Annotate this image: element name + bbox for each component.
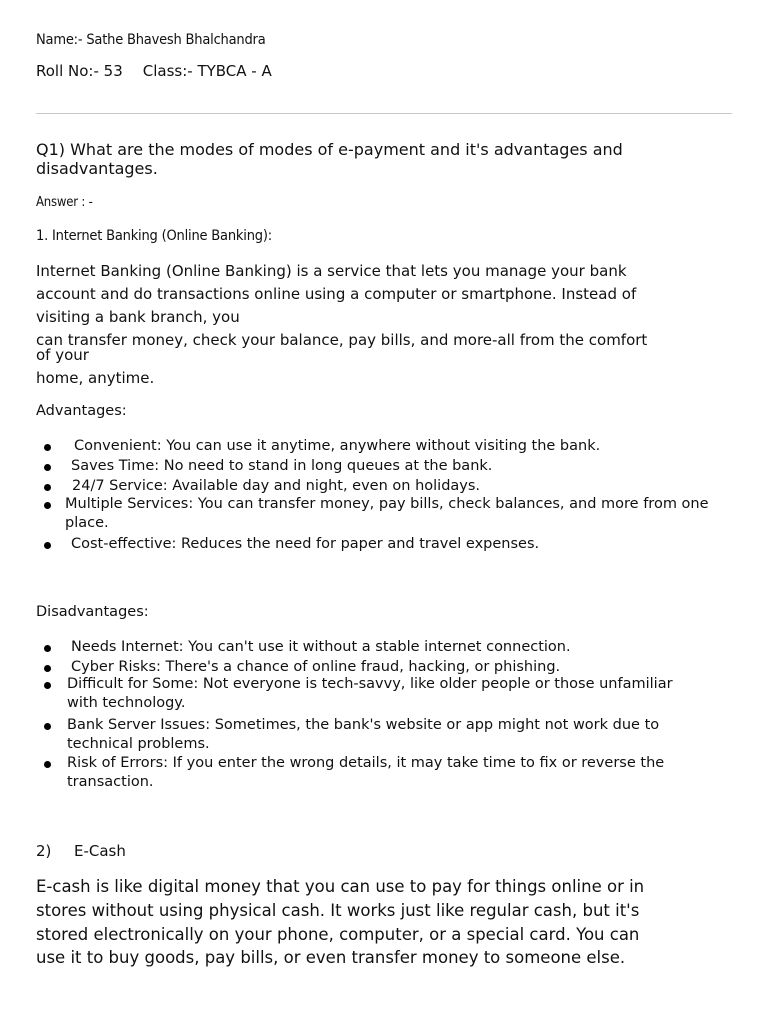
roll-class-row <box>36 62 272 80</box>
paragraph-line: of your <box>36 346 89 364</box>
paragraph-line: account and do transactions online using a computer or smartphone. Instead of <box>36 285 637 303</box>
bullet-icon <box>44 542 51 549</box>
bullet-icon <box>44 682 51 689</box>
paragraph-line: home, anytime. <box>36 369 155 387</box>
student-name: Name:- Sathe Bhavesh Bhalchandra <box>36 32 266 48</box>
bullet-icon <box>44 464 51 471</box>
bullet-icon <box>44 502 51 509</box>
paragraph-line: stores without using physical cash. It works just like regular cash, but it's <box>36 901 640 920</box>
class-label: Class:- TYBCA - A <box>142 62 272 80</box>
section-number: 2) <box>36 842 52 860</box>
bullet-icon <box>44 645 51 652</box>
advantages-label: Advantages: <box>36 403 127 419</box>
disadvantages-label: Disadvantages: <box>36 604 149 620</box>
paragraph-line: Internet Banking (Online Banking) is a service that lets you manage your bank <box>36 262 627 280</box>
horizontal-divider <box>36 113 732 114</box>
bullet-icon <box>44 665 51 672</box>
document-page: Name:- Sathe Bhavesh Bhalchandra Roll No:- 53 Class:- TYBCA - A Q1) What are the modes of modes of e-payment and it's advantages and disadvantages. Answer : - 1. Internet Banking (Online Banking): Internet Banking (Online Banking) is a service that lets you manage your bank account and do transactions online using a computer or smartphone. Instead of visiting a bank branch, you can transfer money, check your balance, pay bills, and more-all from the comfort of your home, anytime. Advantages: Convenient: You can use it anytime, anywhere without visiting the bank. Saves Time: No need to stand in long queues at the bank. 24/7 Service: Available day and night, even on holidays. Multiple Services: You can transfer money, pay bills, check balances, and more from one place. Cost-effective: Reduces the need for paper and travel expenses. Disadvantages: Needs Internet: You can't use it without a stable internet connection. Cyber Risks: There's a chance of online fraud, hacking, or phishing. Difficult for Some: Not everyone is tech-savvy, like older people or those unfamiliar with technology. Bank Server Issues: Sometimes, the bank's website or app might not work due to technical problems. Risk of Errors: If you enter the wrong details, it may take time to fix or reverse the transaction. 2) E-Cash E-cash is like digital money that you can use to pay for things online or in stores without using physical cash. It works just like regular cash, but it's stored electronically on your phone, computer, or a special card. You can use it to buy goods, pay bills, or even transfer money to someone else. <box>0 0 768 1024</box>
paragraph-line: visiting a bank branch, you <box>36 308 240 326</box>
bullet-icon <box>44 761 51 768</box>
roll-number: Roll No:- 53 <box>36 62 123 80</box>
section-title: E-Cash <box>74 842 126 860</box>
paragraph-line: E-cash is like digital money that you can use to pay for things online or in <box>36 877 645 896</box>
section-heading-e-cash <box>36 842 126 860</box>
paragraph-line: can transfer money, check your balance, pay bills, and more-all from the comfort <box>36 331 648 349</box>
question-text: Q1) What are the modes of modes of e-payment and it's advantages and disadvantages. <box>36 140 623 178</box>
section-heading-internet-banking: 1. Internet Banking (Online Banking): <box>36 228 272 244</box>
bullet-icon <box>44 444 51 451</box>
paragraph-line: use it to buy goods, pay bills, or even transfer money to someone else. <box>36 948 626 967</box>
answer-label: Answer : - <box>36 195 93 210</box>
bullet-icon <box>44 484 51 491</box>
paragraph-line: stored electronically on your phone, computer, or a special card. You can <box>36 925 640 944</box>
bullet-icon <box>44 723 51 730</box>
